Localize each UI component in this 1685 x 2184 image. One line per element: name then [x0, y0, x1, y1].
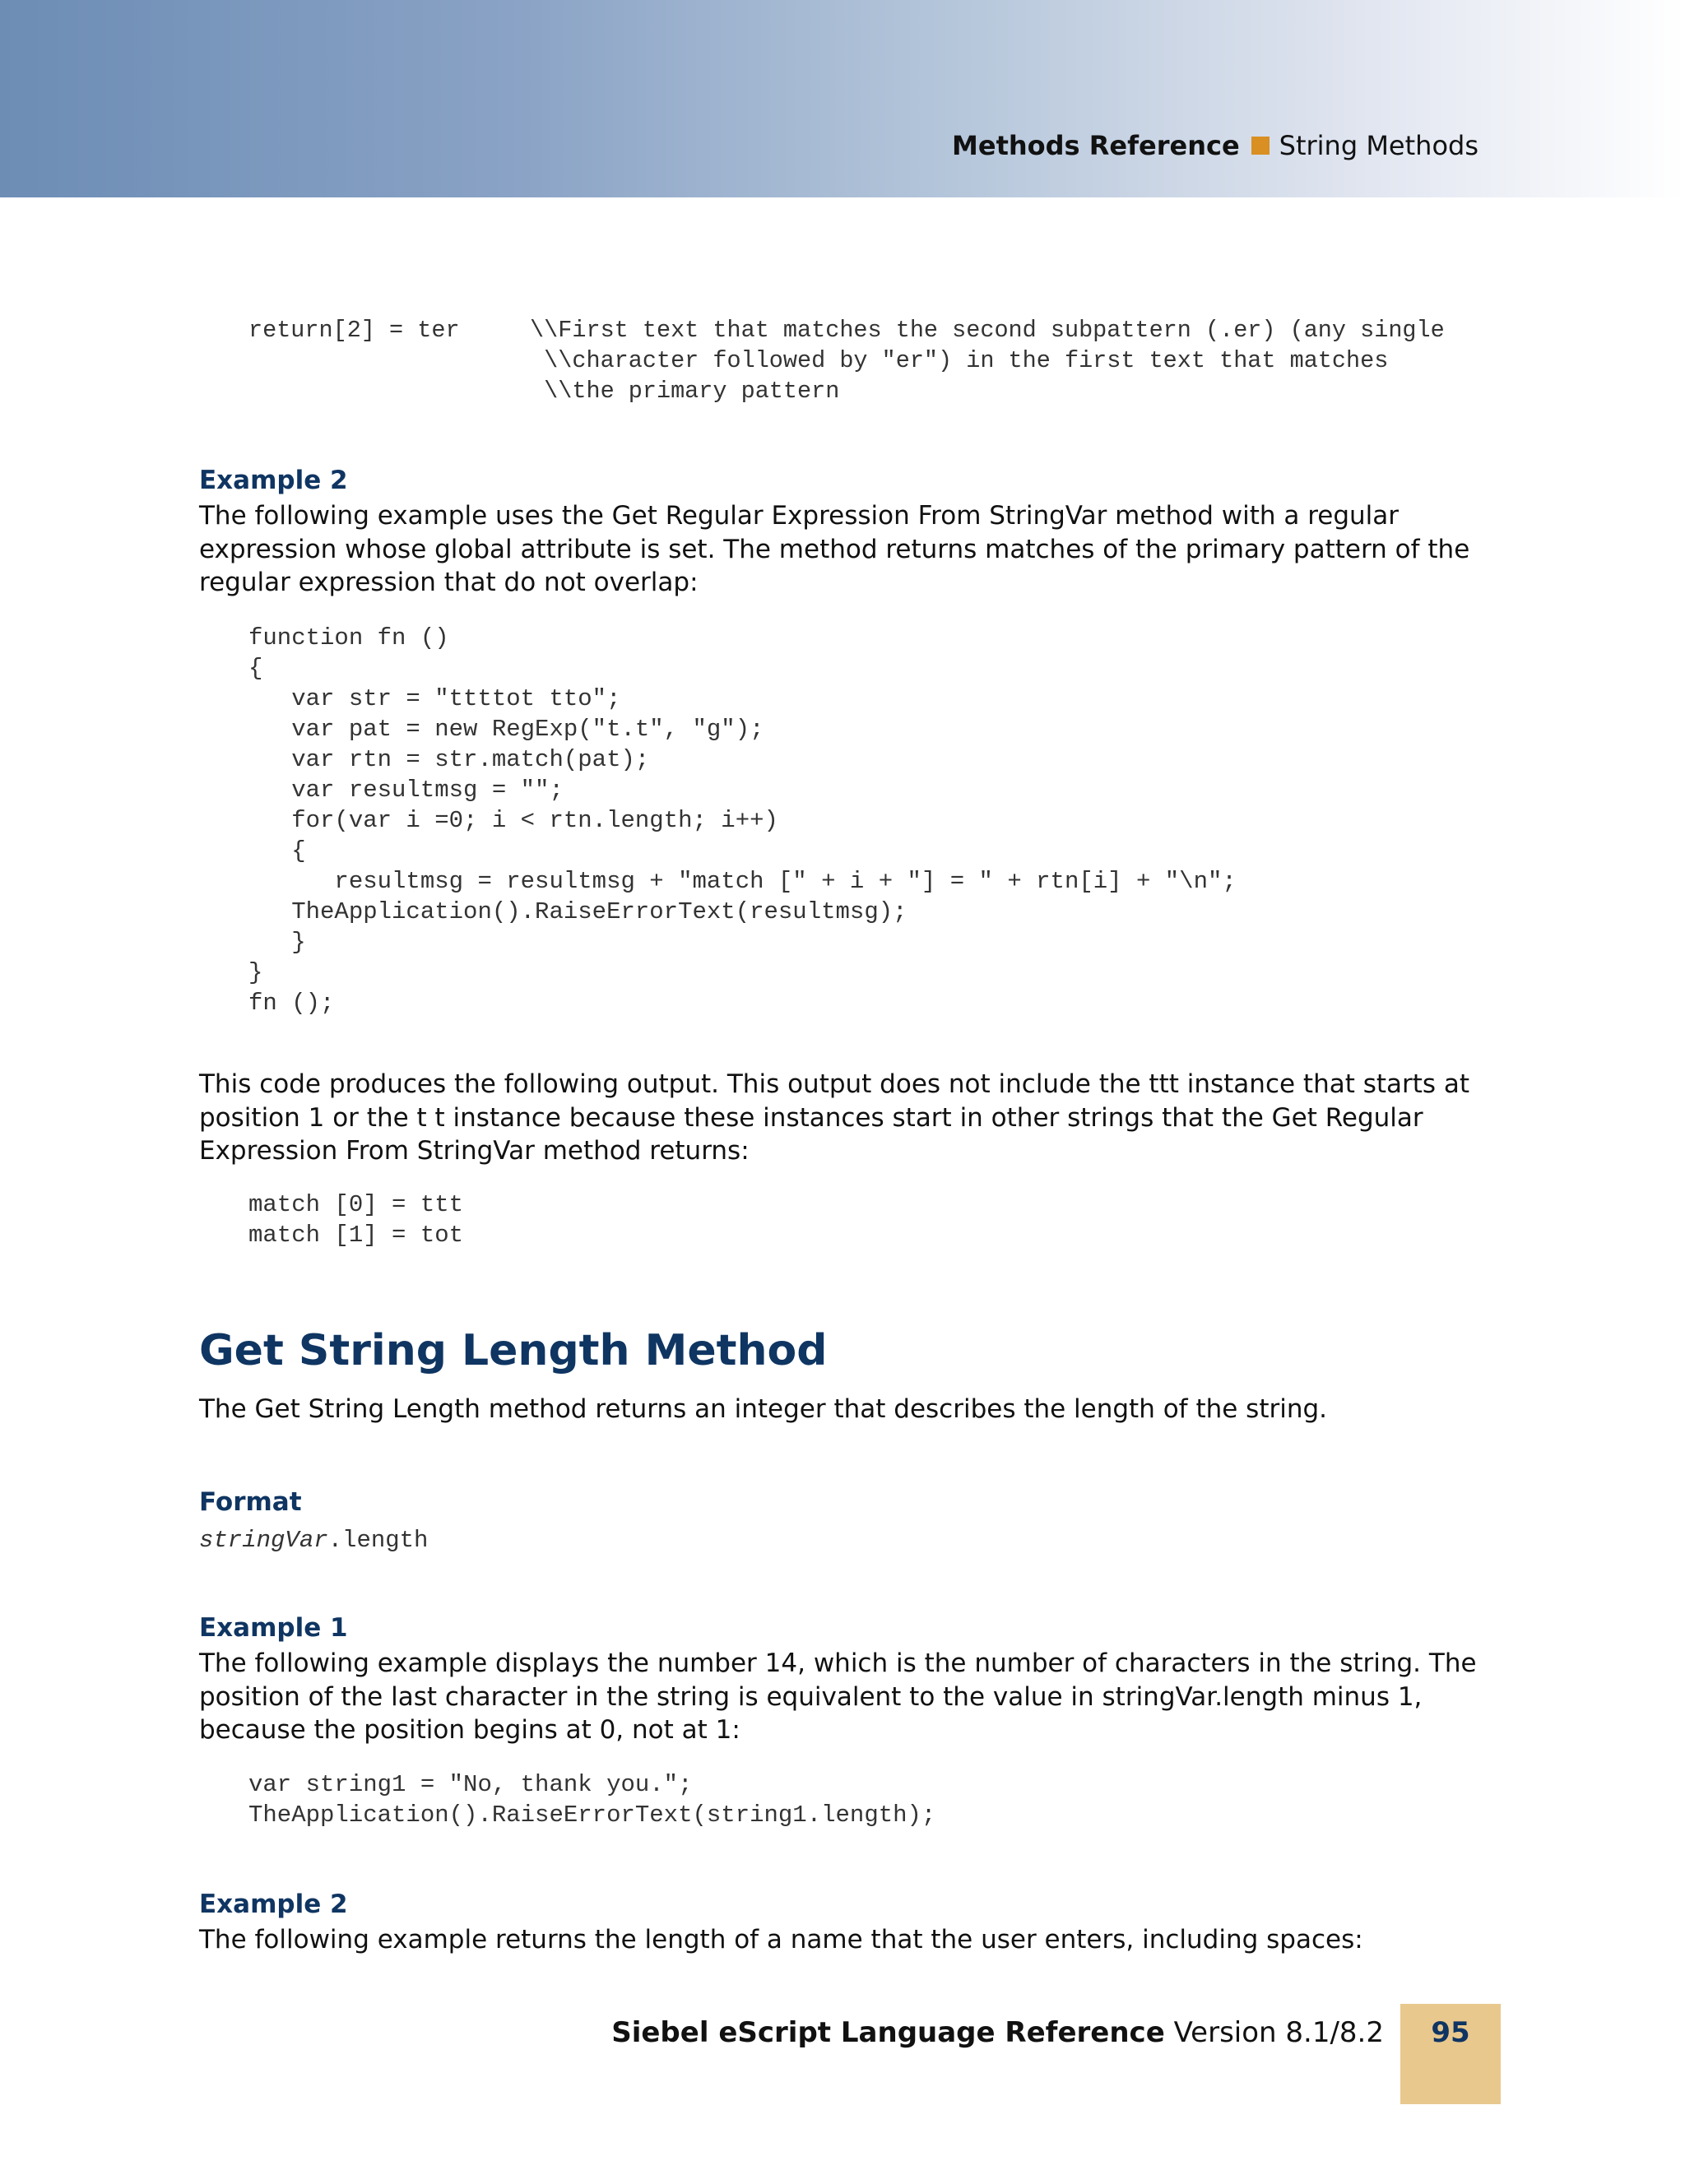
- code-line: {: [248, 655, 263, 682]
- code-line: var str = "ttttot tto";: [248, 685, 621, 712]
- example-1-intro: The following example displays the number 14, which is the number of characters in the string. The position of the last character in the string is equivalent to the value in stringVar.length minus 1, because the position begins at 0, not at 1:: [199, 1648, 1477, 1745]
- output-intro: This code produces the following output. This output does not include the ttt instance that starts at position 1 or the t t instance because these instances start in other strings that the Get Regular Expression From StringVar method returns:: [199, 1069, 1470, 1166]
- footer-version: Version 8.1/8.2: [1173, 2016, 1384, 2049]
- code-line: TheApplication().RaiseErrorText(resultmsg);: [248, 898, 907, 925]
- example-2b-heading: Example 2: [199, 1890, 348, 1919]
- code-line: var pat = new RegExp("t.t", "g");: [248, 716, 764, 743]
- code-line: }: [248, 959, 263, 986]
- example-2b-intro: The following example returns the length of a name that the user enters, including spaces:: [199, 1925, 1363, 1954]
- code-block-example-2: [248, 623, 1237, 1018]
- header-separator-square: [1251, 137, 1270, 155]
- page-number: 95: [1431, 2016, 1470, 2049]
- footer-book-title: Siebel eScript Language Reference: [611, 2016, 1165, 2049]
- format-syntax: [199, 1525, 428, 1556]
- code-line: var resultmsg = "";: [248, 777, 564, 804]
- code-line: match [0] = ttt: [248, 1191, 464, 1218]
- header-subsection: String Methods: [1279, 130, 1478, 161]
- code-line: resultmsg = resultmsg + "match [" + i + "] = " + rtn[i] + "\n";: [248, 868, 1237, 895]
- code-line: \\character followed by "er") in the first text that matches: [248, 347, 1389, 374]
- running-header: [952, 129, 1478, 162]
- code-line: fn ();: [248, 990, 335, 1017]
- code-line: TheApplication().RaiseErrorText(string1.length);: [248, 1801, 936, 1829]
- header-section: Methods Reference: [952, 130, 1240, 161]
- format-heading: Format: [199, 1487, 302, 1517]
- section-title: Get String Length Method: [199, 1326, 828, 1375]
- code-line: match [1] = tot: [248, 1222, 464, 1249]
- code-line: \\the primary pattern: [248, 378, 840, 405]
- header-band: [0, 0, 1685, 197]
- code-line: function fn (): [248, 624, 449, 651]
- page-number-box: [1400, 2004, 1501, 2104]
- example-2-intro: The following example uses the Get Regular Expression From StringVar method with a regular expression whose global attribute is set. The method returns matches of the primary pattern of the regular expression that do not overlap:: [199, 501, 1470, 597]
- code-block-output: [248, 1189, 463, 1250]
- section-description: The Get String Length method returns an integer that describes the length of the string.: [199, 1394, 1328, 1424]
- format-variable: stringVar: [199, 1527, 328, 1554]
- code-line: for(var i =0; i < rtn.length; i++): [248, 807, 778, 834]
- code-block-example-1: [248, 1769, 935, 1830]
- code-line: var rtn = str.match(pat);: [248, 746, 650, 773]
- code-line: var string1 = "No, thank you.";: [248, 1771, 693, 1798]
- code-line: return[2] = ter \\First text that matches the second subpattern (.er) (any single: [248, 317, 1445, 344]
- example-1-heading: Example 1: [199, 1613, 348, 1643]
- code-block-top: [248, 315, 1445, 406]
- format-suffix: .length: [327, 1527, 429, 1554]
- code-line: {: [248, 837, 306, 865]
- running-footer: [611, 2015, 1384, 2050]
- example-2-heading: Example 2: [199, 466, 348, 495]
- code-line: }: [248, 929, 306, 956]
